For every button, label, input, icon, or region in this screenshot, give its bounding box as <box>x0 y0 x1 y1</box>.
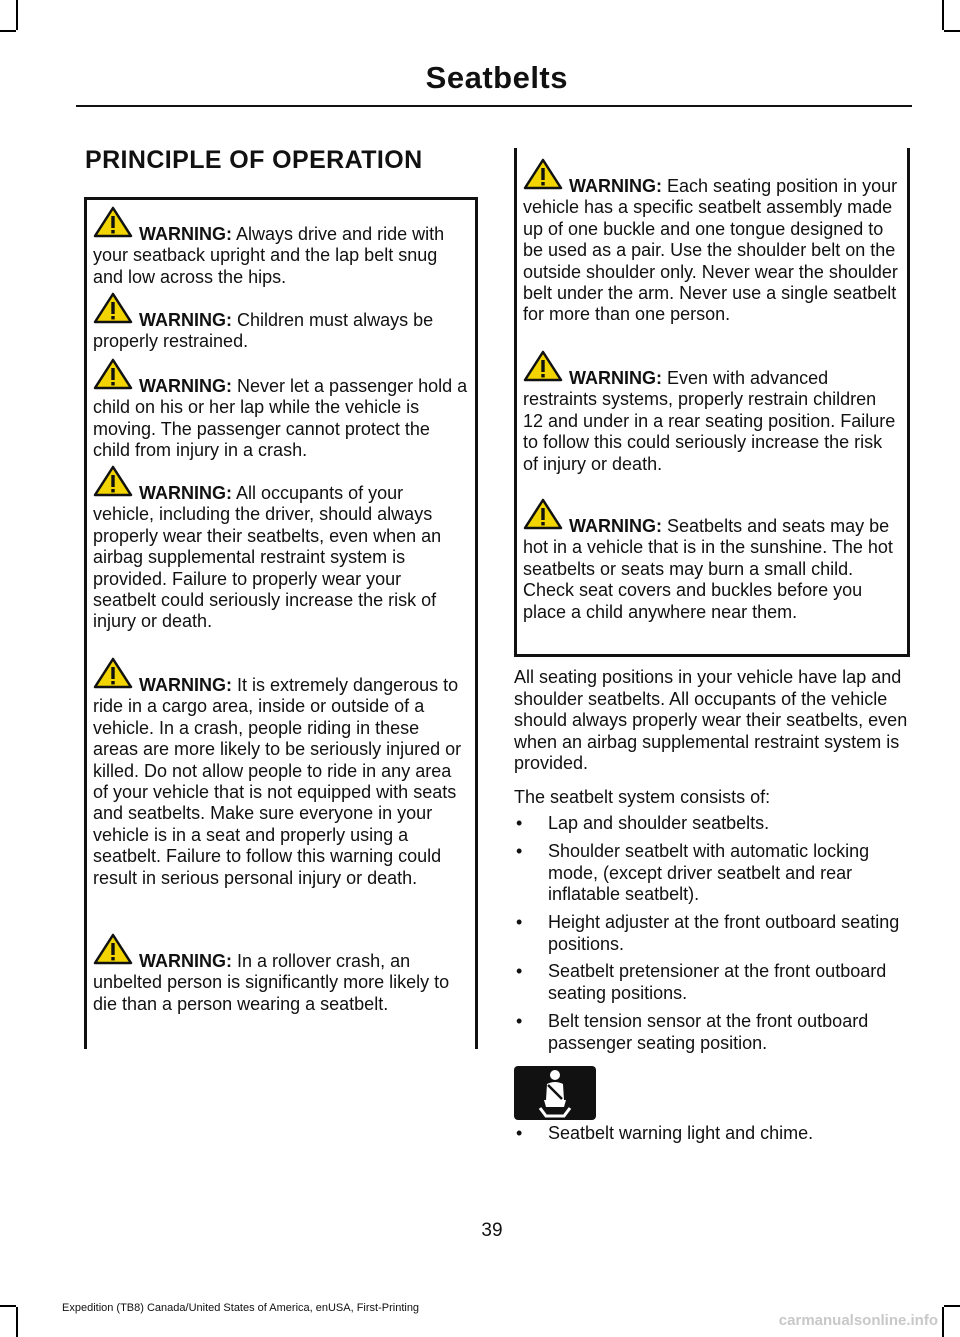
list-item <box>514 841 908 906</box>
warning-block <box>93 212 469 288</box>
warning-text: Always drive and ride with your seatback upright and the lap belt snug and low across the hips. <box>93 224 445 287</box>
warning-block <box>523 504 901 623</box>
crop-mark <box>16 0 18 30</box>
warning-label: WARNING: <box>139 951 232 971</box>
seatbelt-warning-icon <box>514 1066 596 1120</box>
warning-triangle-icon <box>523 498 563 530</box>
header-divider <box>76 105 912 107</box>
bullet-marker: • <box>516 1123 523 1143</box>
warning-triangle-icon <box>93 657 133 689</box>
page-header-title: Seatbelts <box>425 60 568 95</box>
bullet-marker: • <box>516 813 523 833</box>
list-item <box>514 912 908 955</box>
crop-mark <box>944 1305 960 1307</box>
crop-mark <box>16 1307 18 1337</box>
bullet-marker: • <box>516 1011 523 1031</box>
warning-text: Children must always be properly restrained. <box>93 310 434 352</box>
list-item-text: Seatbelt warning light and chime. <box>548 1123 814 1143</box>
list-intro: The seatbelt system consists of: <box>514 787 771 807</box>
warning-text: Seatbelts and seats may be hot in a vehicle that is in the sunshine. The hot seatbelts or seats may burn a small child. Check seat covers and buckles before you place a child anywhere near them. <box>523 516 893 622</box>
warning-text: Each seating position in your vehicle has a specific seatbelt assembly made up of one buckle and one tongue designed to be used as a pair. Use the shoulder belt on the outside shoulder only. Never wear the shoulder belt under the arm. Never use a single seatbelt for more than one person. <box>523 176 898 325</box>
bullet-marker: • <box>516 961 523 981</box>
last-bullet-wrap <box>514 1123 908 1149</box>
warning-label: WARNING: <box>139 675 232 695</box>
warning-block <box>93 939 469 1015</box>
left-warning-box <box>84 197 478 1049</box>
crop-mark <box>942 1307 944 1337</box>
warning-triangle-icon <box>523 350 563 382</box>
list-item-text: Lap and shoulder seatbelts. <box>548 813 770 833</box>
warning-text: All occupants of your vehicle, including the driver, should always properly wear their seatbelts, even when an airbag supplemental restraint system is provided. Failure to properly wear your seatbelt could seriously increase the risk of injury or death. <box>93 483 442 632</box>
warning-triangle-icon <box>93 292 133 324</box>
list-item-text: Belt tension sensor at the front outboard passenger seating position. <box>548 1011 869 1053</box>
intro-paragraph: All seating positions in your vehicle have lap and shoulder seatbelts. All occupants of the vehicle should always properly wear their seatbelts, even when an airbag supplemental restraint system is provided. <box>514 667 908 773</box>
watermark: carmanualsonline.info <box>778 1312 938 1329</box>
crop-mark <box>944 30 960 32</box>
warning-block <box>93 364 469 462</box>
warning-block <box>523 356 901 475</box>
warning-label: WARNING: <box>139 310 232 330</box>
warning-label: WARNING: <box>139 224 232 244</box>
list-item-text: Seatbelt pretensioner at the front outboard seating positions. <box>548 961 887 1003</box>
list-item-text: Shoulder seatbelt with automatic locking mode, (except driver seatbelt and rear inflatable seatbelt). <box>548 841 870 904</box>
bullet-marker: • <box>516 841 523 861</box>
warning-triangle-icon <box>93 465 133 497</box>
crop-mark <box>0 1305 16 1307</box>
warning-text: It is extremely dangerous to ride in a cargo area, inside or outside of a vehicle. In a crash, people riding in these areas are more likely to be seriously injured or killed. Do not allow people to ride in any area of your vehicle that is not equipped with seats and seatbelts. Make sure everyone in your vehicle is in a seat and properly using a seatbelt. Failure to follow this warning could result in serious personal injury or death. <box>93 675 462 888</box>
warning-label: WARNING: <box>139 376 232 396</box>
bullet-marker: • <box>516 912 523 932</box>
list-item <box>514 1011 908 1054</box>
warning-triangle-icon <box>523 158 563 190</box>
section-title: PRINCIPLE OF OPERATION <box>85 146 423 174</box>
warning-triangle-icon <box>93 358 133 390</box>
page-number: 39 <box>481 1220 503 1241</box>
crop-mark <box>0 30 16 32</box>
crop-mark <box>942 0 944 30</box>
warning-label: WARNING: <box>139 483 232 503</box>
list-item <box>514 961 908 1004</box>
warning-block <box>523 164 901 326</box>
right-warning-box <box>514 148 910 657</box>
list-item <box>514 813 908 835</box>
warning-label: WARNING: <box>569 368 662 388</box>
list-item <box>514 1123 908 1145</box>
footer-text: Expedition (TB8) Canada/United States of America, enUSA, First-Printing <box>62 1302 420 1314</box>
body-column <box>514 667 908 1067</box>
warning-block <box>93 298 469 353</box>
list-item-text: Height adjuster at the front outboard seating positions. <box>548 912 900 954</box>
warning-block <box>93 663 469 889</box>
warning-label: WARNING: <box>569 516 662 536</box>
warning-text: Never let a passenger hold a child on his or her lap while the vehicle is moving. The passenger cannot protect the child from injury in a crash. <box>93 376 468 461</box>
warning-block <box>93 471 469 633</box>
warning-label: WARNING: <box>569 176 662 196</box>
warning-text: In a rollover crash, an unbelted person is significantly more likely to die than a person wearing a seatbelt. <box>93 951 450 1014</box>
warning-triangle-icon <box>93 933 133 965</box>
warning-triangle-icon <box>93 206 133 238</box>
warning-text: Even with advanced restraints systems, properly restrain children 12 and under in a rear seating position. Failure to follow this could seriously increase the risk of injury or death. <box>523 368 896 474</box>
